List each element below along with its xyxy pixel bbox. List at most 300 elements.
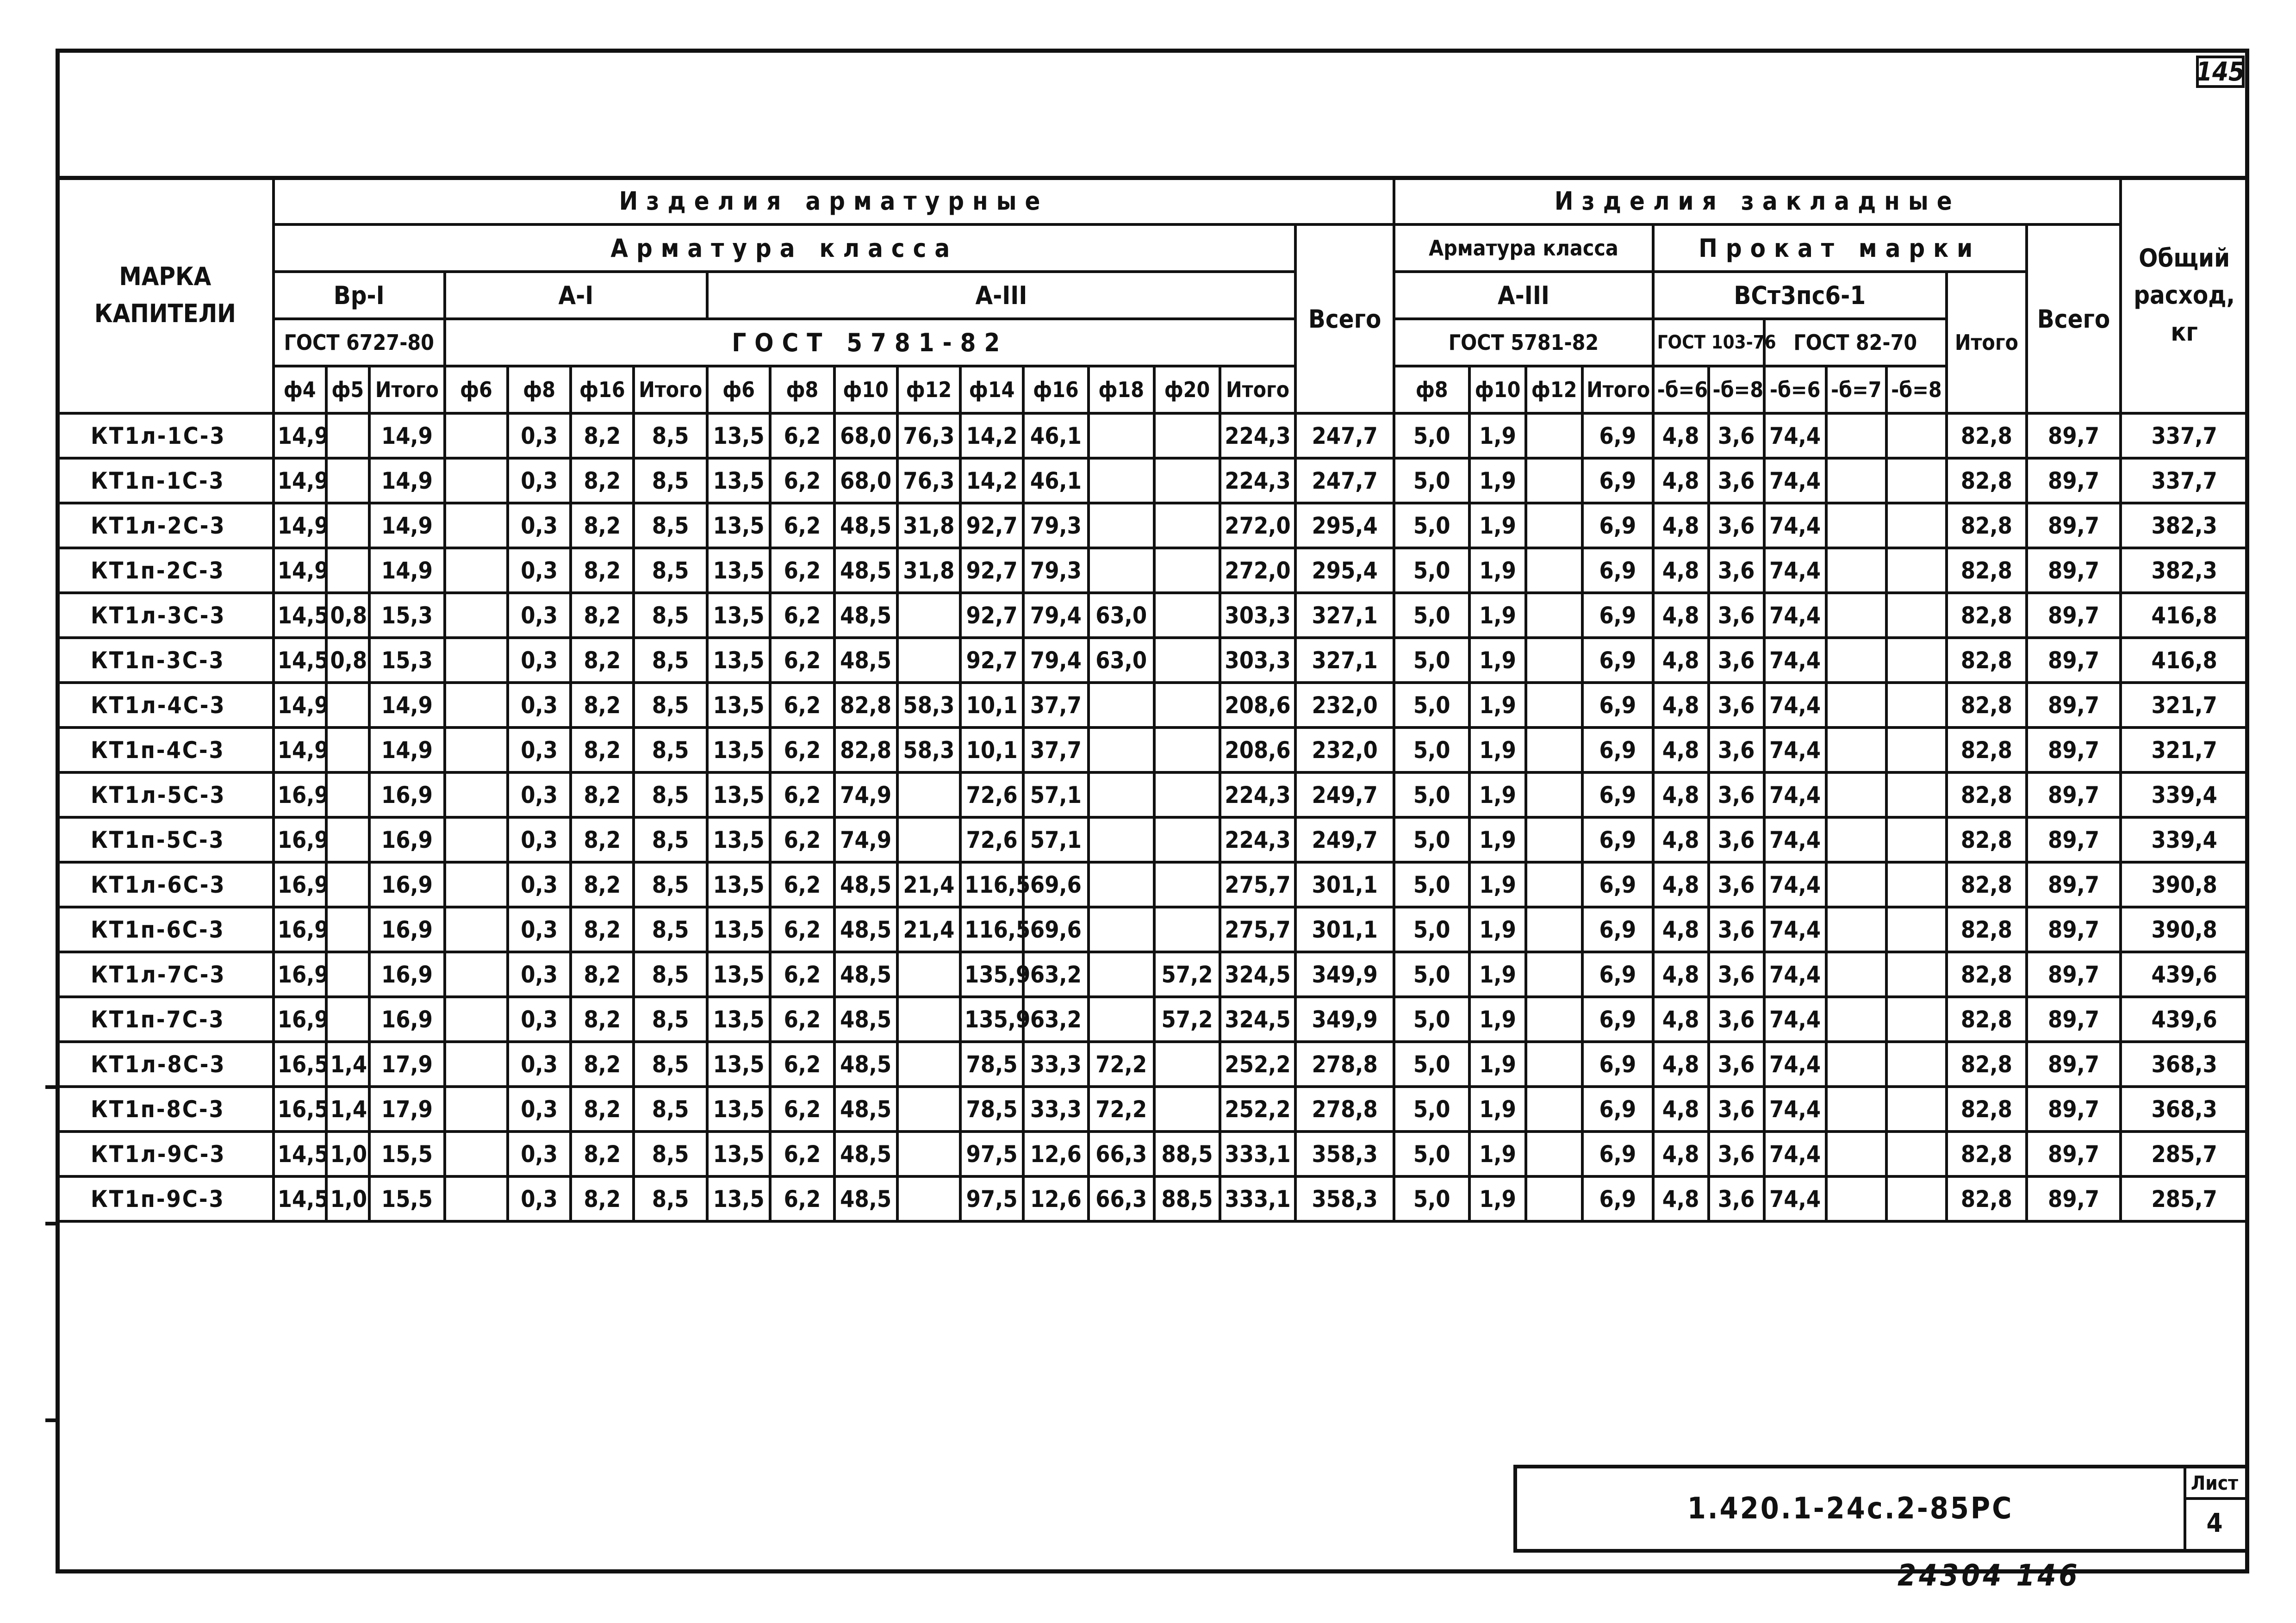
table-cell (1154, 413, 1220, 458)
table-cell: 1,9 (1469, 1042, 1526, 1087)
table-cell: 13,5 (707, 862, 770, 907)
table-cell: 58,3 (897, 683, 960, 728)
table-cell: 74,4 (1764, 503, 1826, 548)
gost-6727: ГОСТ 6727-80 (274, 319, 445, 366)
table-row (57, 1042, 2248, 1087)
table-cell: 416,8 (2121, 593, 2248, 638)
table-cell (1526, 683, 1582, 728)
table-cell: 97,5 (960, 1176, 1023, 1221)
table-cell: 82,8 (1947, 503, 2027, 548)
table-cell (445, 952, 508, 997)
table-cell: 0,3 (508, 1087, 571, 1132)
table-cell: 1,9 (1469, 548, 1526, 593)
table-cell: 321,7 (2121, 728, 2248, 772)
table-cell: 16,9 (369, 817, 445, 862)
table-cell: 6,9 (1582, 907, 1653, 952)
table-cell: 4,8 (1653, 1132, 1709, 1176)
table-cell: 4,8 (1653, 817, 1709, 862)
table-cell: 4,8 (1653, 683, 1709, 728)
table-cell (1089, 683, 1154, 728)
table-cell: 5,0 (1394, 638, 1469, 683)
table-cell: 16,9 (274, 817, 326, 862)
table-cell (1826, 548, 1886, 593)
table-cell: 8,5 (634, 1132, 707, 1176)
table-cell: 4,8 (1653, 1042, 1709, 1087)
table-cell: 6,2 (770, 1042, 834, 1087)
table-cell: 339,4 (2121, 772, 2248, 817)
table-cell (1886, 683, 1947, 728)
table-cell: 6,9 (1582, 772, 1653, 817)
table-cell: 8,5 (634, 997, 707, 1042)
table-cell: 4,8 (1653, 1176, 1709, 1221)
table-cell: 89,7 (2027, 772, 2121, 817)
table-cell: 5,0 (1394, 413, 1469, 458)
table-cell: 57,1 (1023, 772, 1088, 817)
table-row (57, 952, 2248, 997)
table-cell: 68,0 (834, 458, 897, 503)
table-cell (1526, 1042, 1582, 1087)
table-cell (1089, 907, 1154, 952)
table-cell: 72,2 (1089, 1042, 1154, 1087)
table-cell: 0,3 (508, 503, 571, 548)
table-cell: 48,5 (834, 1132, 897, 1176)
table-cell: 46,1 (1023, 413, 1088, 458)
table-cell: 249,7 (1295, 817, 1394, 862)
table-cell (1886, 1042, 1947, 1087)
table-cell: 33,3 (1023, 1087, 1088, 1132)
table-cell: 5,0 (1394, 952, 1469, 997)
table-cell: 5,0 (1394, 503, 1469, 548)
table-cell: 135,9 (960, 997, 1023, 1042)
table-cell: 6,2 (770, 997, 834, 1042)
table-cell: 6,2 (770, 503, 834, 548)
table-cell (1526, 503, 1582, 548)
table-cell: 0,8 (326, 593, 370, 638)
table-row (57, 548, 2248, 593)
group-armaturnye: Изделия арматурные (274, 177, 1394, 224)
table-cell: 116,5 (960, 862, 1023, 907)
table-cell (445, 1132, 508, 1176)
table-cell: 10,1 (960, 683, 1023, 728)
title-block (1513, 1465, 2249, 1553)
table-cell (1886, 772, 1947, 817)
table-cell (326, 458, 370, 503)
table-cell (1826, 458, 1886, 503)
table-cell: 8,2 (571, 952, 634, 997)
table-cell (326, 952, 370, 997)
table-cell: 295,4 (1295, 548, 1394, 593)
table-cell: 1,9 (1469, 772, 1526, 817)
table-cell (445, 907, 508, 952)
table-cell: 92,7 (960, 593, 1023, 638)
table-cell: 57,2 (1154, 997, 1220, 1042)
table-cell: 1,9 (1469, 683, 1526, 728)
table-cell: 82,8 (1947, 1132, 2027, 1176)
table-cell (1526, 1132, 1582, 1176)
table-cell (1154, 1087, 1220, 1132)
table-cell (1826, 952, 1886, 997)
table-cell: 8,2 (571, 817, 634, 862)
column-header: ф18 (1089, 366, 1154, 413)
table-cell (1154, 1042, 1220, 1087)
capital-mark: КТ1л-5С-3 (57, 772, 274, 817)
table-cell: 249,7 (1295, 772, 1394, 817)
table-cell (1089, 413, 1154, 458)
itogo-prokat-header: Итого (1947, 272, 2027, 413)
table-cell: 8,2 (571, 1087, 634, 1132)
table-cell: 8,5 (634, 638, 707, 683)
capital-mark: КТ1л-7С-3 (57, 952, 274, 997)
table-cell: 16,9 (369, 907, 445, 952)
table-cell: 0,3 (508, 1042, 571, 1087)
table-cell: 48,5 (834, 503, 897, 548)
table-cell: 252,2 (1220, 1042, 1295, 1087)
table-cell: 14,9 (274, 503, 326, 548)
table-row (57, 997, 2248, 1042)
table-cell: 3,6 (1709, 638, 1764, 683)
table-row (57, 683, 2248, 728)
table-cell (1886, 1176, 1947, 1221)
arm-class-header: Арматура класса (274, 224, 1295, 272)
table-cell: 68,0 (834, 413, 897, 458)
table-cell (326, 683, 370, 728)
table-cell: 14,5 (274, 1176, 326, 1221)
table-cell (445, 1087, 508, 1132)
column-header: ф6 (445, 366, 508, 413)
table-cell: 74,4 (1764, 1087, 1826, 1132)
table-cell: 0,3 (508, 728, 571, 772)
table-cell: 0,3 (508, 1176, 571, 1221)
table-cell: 247,7 (1295, 458, 1394, 503)
table-cell: 6,9 (1582, 1042, 1653, 1087)
table-cell: 5,0 (1394, 907, 1469, 952)
column-header: Итого (1582, 366, 1653, 413)
table-cell: 15,5 (369, 1176, 445, 1221)
table-cell: 13,5 (707, 413, 770, 458)
table-cell: 37,7 (1023, 728, 1088, 772)
table-cell: 1,4 (326, 1087, 370, 1132)
table-cell: 82,8 (1947, 593, 2027, 638)
table-cell: 8,2 (571, 907, 634, 952)
table-cell: 48,5 (834, 952, 897, 997)
table-cell: 14,9 (274, 683, 326, 728)
table-cell (1526, 997, 1582, 1042)
table-cell: 232,0 (1295, 683, 1394, 728)
vsego-zakl-header: Всего (2027, 224, 2121, 413)
mark-header: МАРКА КАПИТЕЛИ (57, 177, 274, 413)
table-cell: 48,5 (834, 548, 897, 593)
table-cell (1886, 1087, 1947, 1132)
table-cell: 327,1 (1295, 638, 1394, 683)
table-cell: 63,2 (1023, 952, 1088, 997)
table-cell: 1,9 (1469, 817, 1526, 862)
column-header: -б=7 (1826, 366, 1886, 413)
archive-number: 24304 146 (1898, 1559, 2080, 1593)
table-cell: 92,7 (960, 503, 1023, 548)
table-cell: 6,9 (1582, 683, 1653, 728)
table-cell: 4,8 (1653, 862, 1709, 907)
table-cell: 135,9 (960, 952, 1023, 997)
table-cell: 82,8 (1947, 997, 2027, 1042)
table-cell: 1,9 (1469, 413, 1526, 458)
table-cell: 6,9 (1582, 952, 1653, 997)
table-cell: 13,5 (707, 548, 770, 593)
column-header: ф20 (1154, 366, 1220, 413)
table-cell: 6,9 (1582, 997, 1653, 1042)
table-cell: 48,5 (834, 1087, 897, 1132)
table-cell (1154, 862, 1220, 907)
table-cell (1826, 593, 1886, 638)
table-cell: 74,4 (1764, 1132, 1826, 1176)
table-cell: 6,9 (1582, 1176, 1653, 1221)
table-cell: 4,8 (1653, 952, 1709, 997)
table-cell: 97,5 (960, 1132, 1023, 1176)
table-cell: 0,3 (508, 593, 571, 638)
table-cell (897, 952, 960, 997)
table-cell (1826, 772, 1886, 817)
table-cell: 74,4 (1764, 728, 1826, 772)
table-cell: 4,8 (1653, 548, 1709, 593)
table-cell: 208,6 (1220, 728, 1295, 772)
table-cell: 3,6 (1709, 458, 1764, 503)
capital-mark: КТ1п-4С-3 (57, 728, 274, 772)
table-cell: 74,4 (1764, 458, 1826, 503)
table-cell: 14,9 (369, 503, 445, 548)
table-cell: 89,7 (2027, 817, 2121, 862)
class-a1: А-I (445, 272, 707, 319)
class-a3-zakl: А-III (1394, 272, 1653, 319)
table-cell (1154, 503, 1220, 548)
table-cell: 82,8 (834, 683, 897, 728)
capital-mark: КТ1п-6С-3 (57, 907, 274, 952)
table-cell (445, 772, 508, 817)
table-cell: 12,6 (1023, 1132, 1088, 1176)
table-cell: 3,6 (1709, 1132, 1764, 1176)
table-cell: 0,3 (508, 683, 571, 728)
table-cell: 74,4 (1764, 862, 1826, 907)
capital-mark: КТ1п-1С-3 (57, 458, 274, 503)
table-cell (1526, 548, 1582, 593)
column-header: ф8 (508, 366, 571, 413)
table-cell: 301,1 (1295, 907, 1394, 952)
class-vr1: Вр-I (274, 272, 445, 319)
table-cell: 89,7 (2027, 638, 2121, 683)
table-cell: 324,5 (1220, 997, 1295, 1042)
table-cell (1526, 593, 1582, 638)
table-cell: 295,4 (1295, 503, 1394, 548)
table-cell (326, 862, 370, 907)
table-cell: 82,8 (1947, 728, 2027, 772)
table-cell: 14,5 (274, 1132, 326, 1176)
table-cell: 349,9 (1295, 952, 1394, 997)
table-cell (1886, 952, 1947, 997)
table-cell: 5,0 (1394, 817, 1469, 862)
capital-mark: КТ1л-2С-3 (57, 503, 274, 548)
table-cell: 6,2 (770, 413, 834, 458)
table-cell: 13,5 (707, 1132, 770, 1176)
table-cell: 116,5 (960, 907, 1023, 952)
table-cell: 13,5 (707, 1176, 770, 1221)
table-cell: 16,9 (274, 997, 326, 1042)
table-cell: 63,2 (1023, 997, 1088, 1042)
table-cell: 5,0 (1394, 548, 1469, 593)
table-cell: 72,2 (1089, 1087, 1154, 1132)
column-header: Итого (369, 366, 445, 413)
table-row (57, 728, 2248, 772)
table-cell: 278,8 (1295, 1087, 1394, 1132)
table-cell: 88,5 (1154, 1132, 1220, 1176)
table-cell (445, 503, 508, 548)
table-cell: 3,6 (1709, 1176, 1764, 1221)
table-cell: 14,9 (369, 413, 445, 458)
table-cell: 13,5 (707, 593, 770, 638)
table-cell: 6,9 (1582, 548, 1653, 593)
table-cell: 208,6 (1220, 683, 1295, 728)
column-header: ф14 (960, 366, 1023, 413)
table-cell: 6,2 (770, 593, 834, 638)
table-cell: 89,7 (2027, 548, 2121, 593)
table-cell: 79,3 (1023, 548, 1088, 593)
table-cell: 89,7 (2027, 413, 2121, 458)
table-cell: 8,2 (571, 728, 634, 772)
table-row (57, 638, 2248, 683)
table-cell: 16,9 (369, 862, 445, 907)
table-cell: 4,8 (1653, 458, 1709, 503)
table-cell: 89,7 (2027, 683, 2121, 728)
table-cell: 8,2 (571, 638, 634, 683)
column-header: ф12 (897, 366, 960, 413)
table-cell: 1,0 (326, 1132, 370, 1176)
table-cell (1154, 817, 1220, 862)
table-cell (445, 548, 508, 593)
table-cell: 82,8 (1947, 548, 2027, 593)
table-cell: 224,3 (1220, 458, 1295, 503)
column-header: -б=6 (1653, 366, 1709, 413)
table-cell: 48,5 (834, 862, 897, 907)
table-cell (326, 548, 370, 593)
table-cell: 8,2 (571, 548, 634, 593)
table-cell: 6,9 (1582, 1087, 1653, 1132)
table-cell (1154, 772, 1220, 817)
table-cell: 48,5 (834, 1176, 897, 1221)
table-cell: 6,2 (770, 458, 834, 503)
capital-mark: КТ1л-6С-3 (57, 862, 274, 907)
table-cell: 89,7 (2027, 1176, 2121, 1221)
table-cell (897, 1042, 960, 1087)
table-cell: 1,9 (1469, 1176, 1526, 1221)
table-cell (1826, 728, 1886, 772)
table-cell: 8,5 (634, 413, 707, 458)
table-cell: 66,3 (1089, 1132, 1154, 1176)
zakl-arm-class-header: Арматура класса (1394, 224, 1653, 272)
table-cell: 8,5 (634, 1042, 707, 1087)
table-cell (326, 772, 370, 817)
table-cell (1826, 1132, 1886, 1176)
table-cell: 48,5 (834, 1042, 897, 1087)
capital-mark: КТ1п-5С-3 (57, 817, 274, 862)
table-cell: 14,2 (960, 458, 1023, 503)
table-cell: 4,8 (1653, 997, 1709, 1042)
table-cell (897, 593, 960, 638)
table-cell (1526, 458, 1582, 503)
table-cell: 82,8 (1947, 952, 2027, 997)
table-cell: 8,5 (634, 503, 707, 548)
table-cell: 0,3 (508, 997, 571, 1042)
table-cell: 0,3 (508, 458, 571, 503)
table-cell: 13,5 (707, 772, 770, 817)
table-cell: 82,8 (1947, 683, 2027, 728)
specification-table (56, 176, 2249, 1223)
column-header: ф8 (770, 366, 834, 413)
table-cell: 368,3 (2121, 1042, 2248, 1087)
table-cell (445, 1042, 508, 1087)
table-cell (897, 817, 960, 862)
table-cell (897, 1176, 960, 1221)
table-cell (445, 593, 508, 638)
table-cell: 439,6 (2121, 952, 2248, 997)
table-cell (1826, 997, 1886, 1042)
table-cell: 4,8 (1653, 772, 1709, 817)
table-cell (1826, 638, 1886, 683)
table-cell: 8,5 (634, 458, 707, 503)
table-cell: 48,5 (834, 907, 897, 952)
table-cell: 74,4 (1764, 413, 1826, 458)
table-cell: 5,0 (1394, 1087, 1469, 1132)
table-cell: 1,9 (1469, 997, 1526, 1042)
table-cell: 4,8 (1653, 593, 1709, 638)
table-cell: 358,3 (1295, 1176, 1394, 1221)
table-cell: 14,9 (369, 458, 445, 503)
table-cell: 1,9 (1469, 593, 1526, 638)
table-cell: 46,1 (1023, 458, 1088, 503)
table-cell: 89,7 (2027, 1087, 2121, 1132)
table-cell: 1,9 (1469, 907, 1526, 952)
table-cell: 285,7 (2121, 1132, 2248, 1176)
table-cell: 8,2 (571, 1042, 634, 1087)
table-cell: 89,7 (2027, 862, 2121, 907)
table-cell: 14,9 (274, 413, 326, 458)
table-cell: 8,2 (571, 593, 634, 638)
table-cell: 368,3 (2121, 1087, 2248, 1132)
table-cell: 3,6 (1709, 1087, 1764, 1132)
table-cell (897, 638, 960, 683)
table-cell: 74,4 (1764, 817, 1826, 862)
table-cell: 13,5 (707, 907, 770, 952)
table-cell: 8,5 (634, 772, 707, 817)
table-cell: 82,8 (1947, 638, 2027, 683)
table-cell: 79,4 (1023, 593, 1088, 638)
table-cell (326, 907, 370, 952)
table-cell: 82,8 (1947, 772, 2027, 817)
table-cell (445, 817, 508, 862)
table-cell: 82,8 (1947, 1042, 2027, 1087)
column-header: ф10 (834, 366, 897, 413)
table-cell: 17,9 (369, 1042, 445, 1087)
table-cell: 4,8 (1653, 907, 1709, 952)
table-cell: 232,0 (1295, 728, 1394, 772)
capital-mark: КТ1л-3С-3 (57, 593, 274, 638)
capital-mark: КТ1п-9С-3 (57, 1176, 274, 1221)
table-cell: 10,1 (960, 728, 1023, 772)
table-cell: 8,2 (571, 458, 634, 503)
table-cell: 1,4 (326, 1042, 370, 1087)
table-cell: 13,5 (707, 728, 770, 772)
table-cell: 15,3 (369, 638, 445, 683)
table-cell: 16,9 (369, 952, 445, 997)
table-cell (1526, 907, 1582, 952)
table-cell (897, 772, 960, 817)
table-cell: 74,4 (1764, 1176, 1826, 1221)
